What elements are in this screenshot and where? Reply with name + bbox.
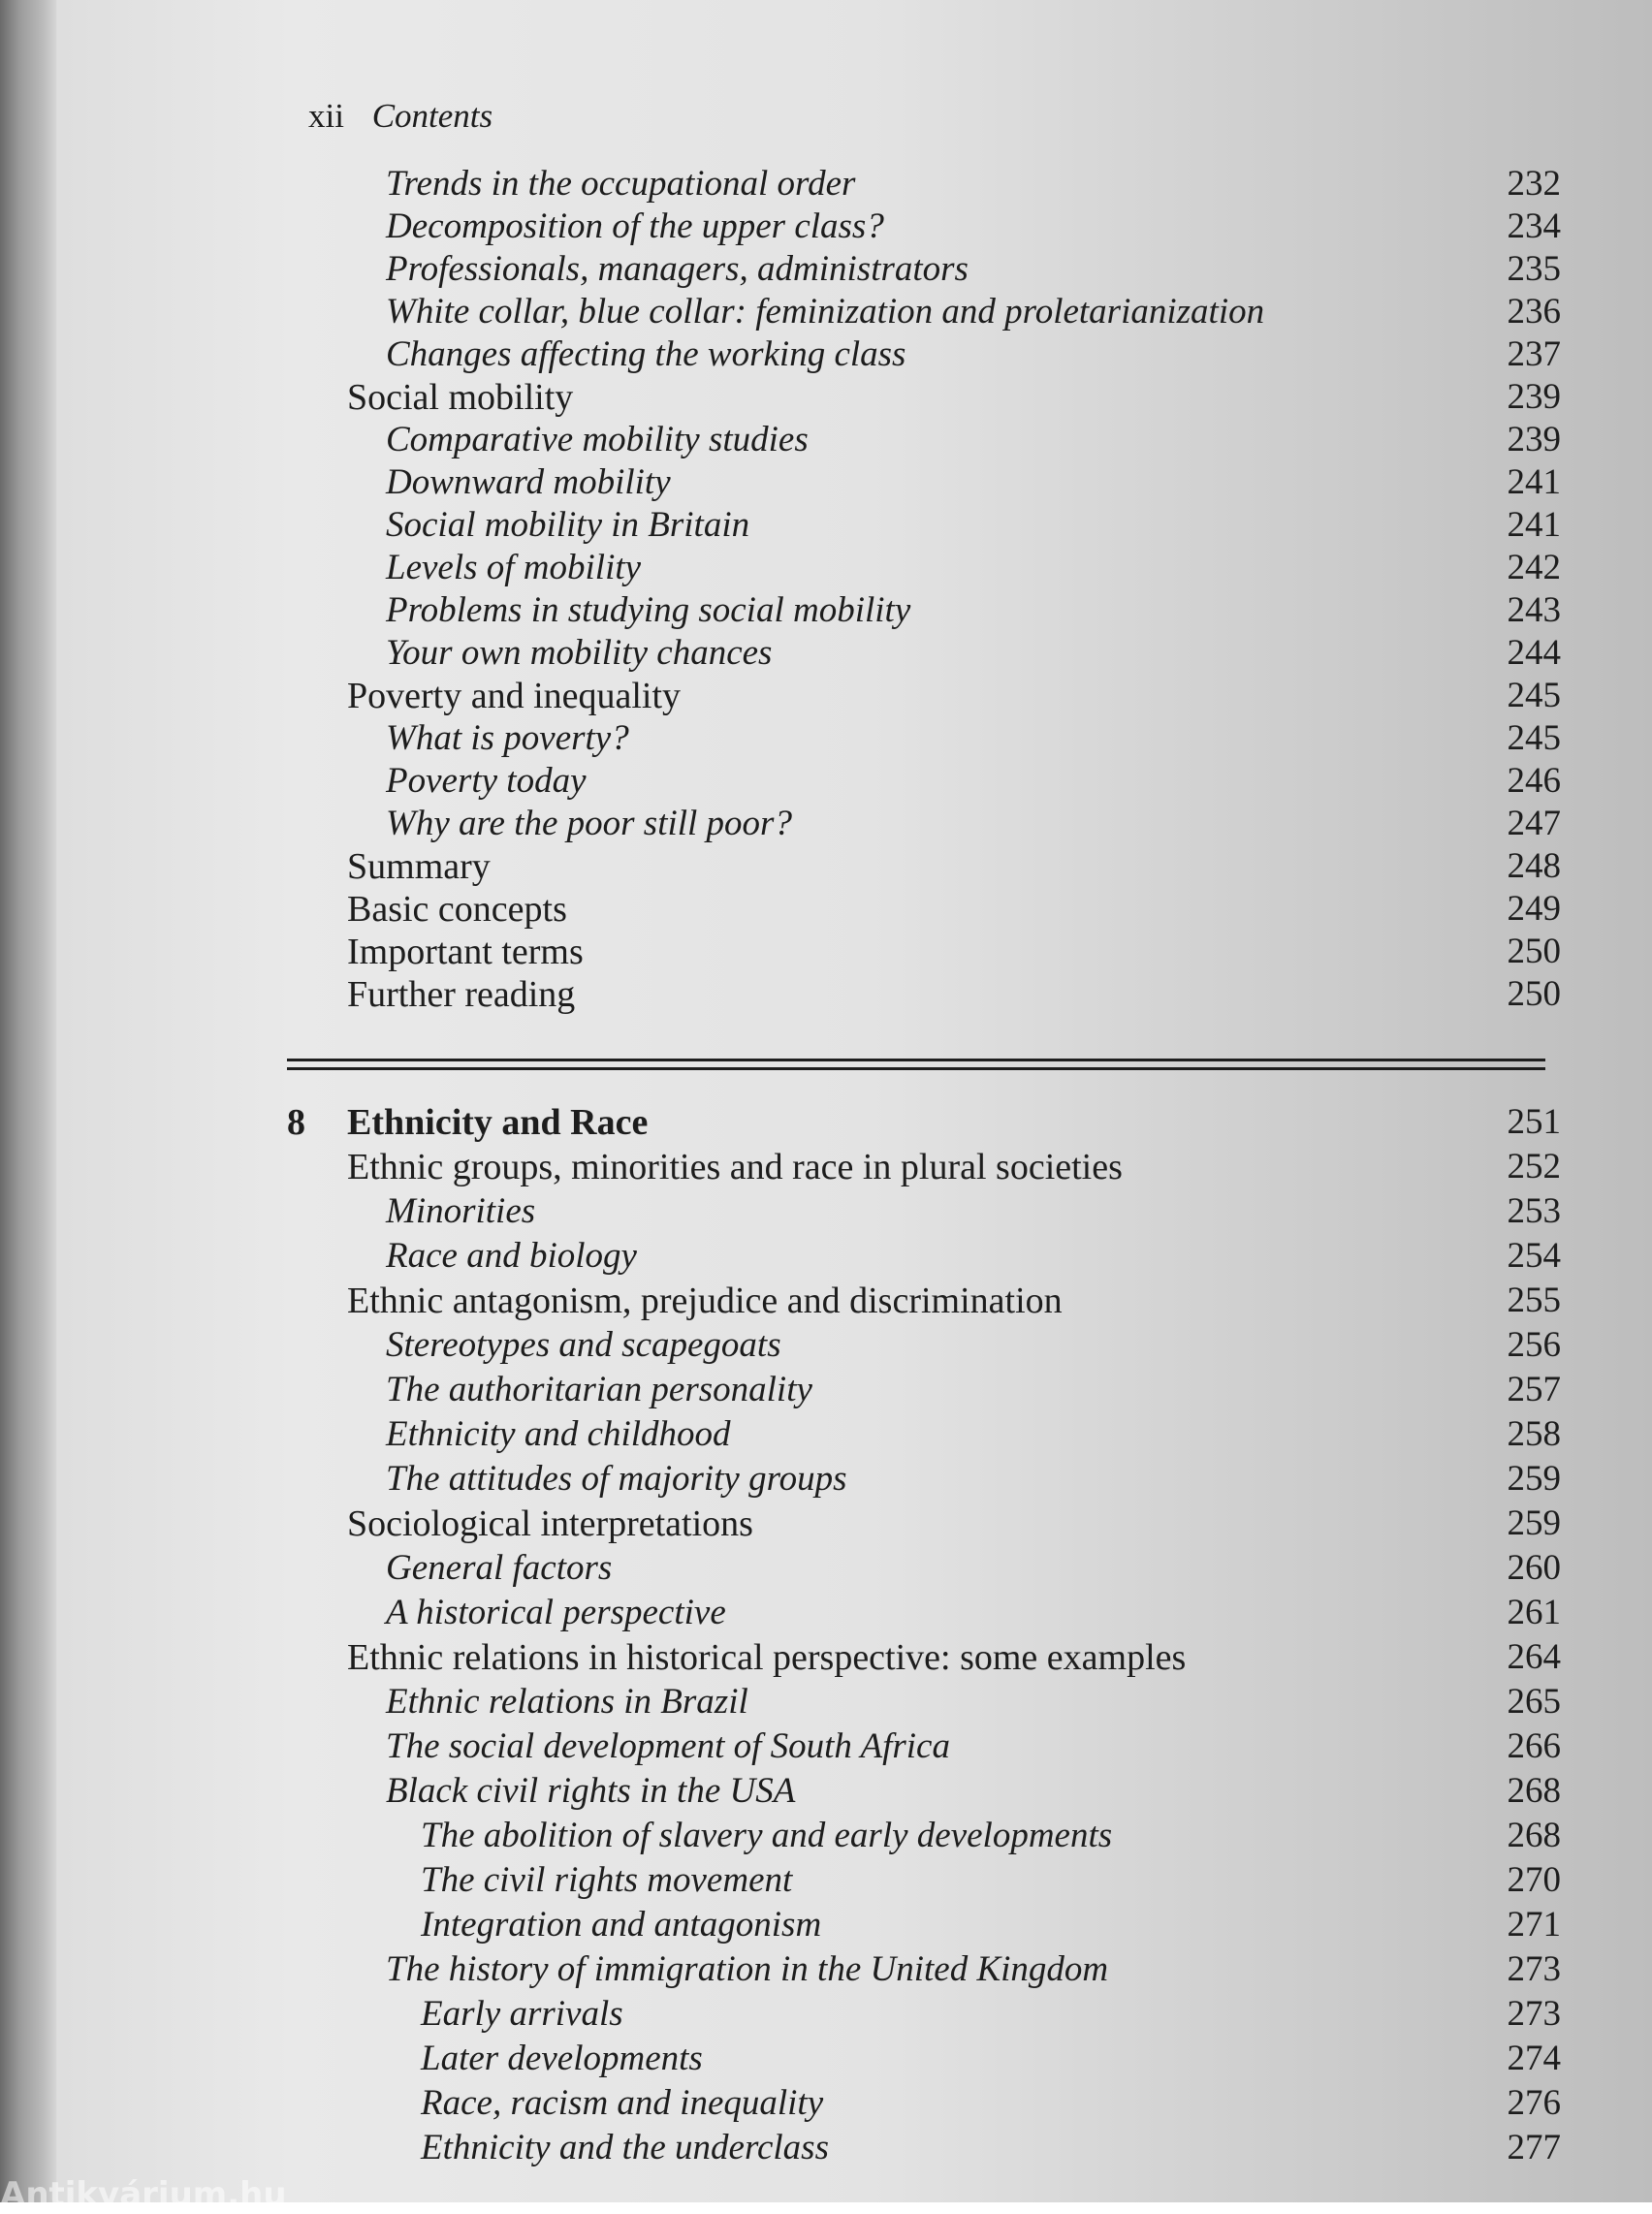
toc-page-number: 273	[1507, 1994, 1561, 2034]
toc-entry-label: Race and biology	[386, 1236, 637, 1276]
toc-entry-label: Downward mobility	[386, 462, 671, 502]
toc-subsection	[0, 1458, 1561, 1501]
toc-subsection	[0, 717, 1561, 760]
toc-subsection	[0, 1369, 1561, 1411]
chapter-divider-bottom	[287, 1067, 1545, 1070]
toc-subsection	[0, 632, 1561, 675]
toc-entry-label: Ethnicity and the underclass	[421, 2128, 829, 2167]
toc-page-number: 252	[1507, 1147, 1561, 1186]
toc-subsection	[0, 1413, 1561, 1456]
toc-entry-label: Minorities	[386, 1191, 536, 1231]
toc-page-number: 270	[1507, 1860, 1561, 1900]
toc-entry-label: Important terms	[347, 932, 584, 972]
toc-page-number: 271	[1507, 1905, 1561, 1945]
chapter-number: 8	[287, 1102, 305, 1143]
toc-entry-label: Basic concepts	[347, 889, 567, 930]
toc-entry-label: The social development of South Africa	[386, 1726, 950, 1766]
toc-entry-label: Later developments	[421, 2039, 703, 2078]
toc-entry-label: Why are the poor still poor?	[386, 804, 792, 843]
toc-subsection	[0, 1948, 1561, 1991]
toc-subsection	[0, 1815, 1561, 1857]
toc-page-number: 241	[1507, 462, 1561, 502]
toc-subsection	[0, 2038, 1561, 2080]
toc-page-number: 232	[1507, 164, 1561, 204]
toc-subsection	[0, 1592, 1561, 1634]
toc-page-number: 260	[1507, 1548, 1561, 1588]
chapter-heading	[0, 1101, 1561, 1144]
toc-page-number: 248	[1507, 846, 1561, 886]
toc-page-number: 250	[1507, 974, 1561, 1014]
toc-subsection	[0, 419, 1561, 461]
toc-entry-label: Ethnic antagonism, prejudice and discrimination	[347, 1281, 1063, 1321]
toc-subsection	[0, 206, 1561, 248]
toc-subsection	[0, 1993, 1561, 2036]
toc-entry-label: Poverty today	[386, 761, 587, 801]
toc-subsection	[0, 1859, 1561, 1902]
toc-subsection	[0, 163, 1561, 206]
page-folio: xii	[308, 97, 344, 135]
toc-page-number: 245	[1507, 718, 1561, 758]
toc-page-number: 259	[1507, 1459, 1561, 1499]
toc-entry-label: Further reading	[347, 974, 576, 1015]
toc-page-number: 249	[1507, 889, 1561, 929]
toc-subsection	[0, 1235, 1561, 1278]
toc-subsection	[0, 760, 1561, 803]
toc-subsection	[0, 291, 1561, 333]
toc-page-number: 236	[1507, 292, 1561, 332]
toc-entry-label: Problems in studying social mobility	[386, 590, 911, 630]
toc-entry-label: The abolition of slavery and early developments	[421, 1816, 1113, 1855]
toc-entry-label: Levels of mobility	[386, 548, 642, 587]
toc-entry-label: Poverty and inequality	[347, 676, 682, 716]
toc-subsection	[0, 1681, 1561, 1724]
toc-page-number: 237	[1507, 334, 1561, 374]
toc-subsection	[0, 589, 1561, 632]
toc-entry-label: Ethnic groups, minorities and race in plural societies	[347, 1147, 1123, 1187]
toc-subsection	[0, 1547, 1561, 1590]
toc-entry-label: General factors	[386, 1548, 613, 1588]
toc-page-number: 235	[1507, 249, 1561, 289]
toc-entry-label: White collar, blue collar: feminization and proletarianization	[386, 292, 1265, 332]
toc-subsection	[0, 1725, 1561, 1768]
toc-entry-label: What is poverty?	[386, 718, 629, 758]
toc-entry-label: Professionals, managers, administrators	[386, 249, 969, 289]
toc-entry-label: Stereotypes and scapegoats	[386, 1325, 781, 1365]
toc-subsection	[0, 803, 1561, 845]
toc-entry-label: The authoritarian personality	[386, 1370, 812, 1409]
chapter-divider-top	[287, 1059, 1545, 1061]
toc-page-number: 273	[1507, 1949, 1561, 1989]
toc-page-number: 239	[1507, 377, 1561, 417]
toc-entry-label: Changes affecting the working class	[386, 334, 906, 374]
toc-entry-label: Ethnic relations in historical perspective: some examples	[347, 1637, 1187, 1678]
toc-page-number: 266	[1507, 1726, 1561, 1766]
toc-entry-label: Decomposition of the upper class?	[386, 206, 884, 246]
toc-section	[0, 376, 1561, 419]
toc-entry-label: Early arrivals	[421, 1994, 623, 2034]
toc-entry-label: The attitudes of majority groups	[386, 1459, 847, 1499]
toc-subsection	[0, 504, 1561, 547]
toc-page-number: 268	[1507, 1771, 1561, 1811]
toc-entry-label: Social mobility in Britain	[386, 505, 750, 545]
toc-page-number: 253	[1507, 1191, 1561, 1231]
toc-entry-label: Comparative mobility studies	[386, 420, 809, 459]
toc-section	[0, 888, 1561, 931]
toc-page-number: 245	[1507, 676, 1561, 715]
toc-page-number: 258	[1507, 1414, 1561, 1454]
toc-page-number: 234	[1507, 206, 1561, 246]
toc-page-number: 274	[1507, 2039, 1561, 2078]
toc-entry-label: The civil rights movement	[421, 1860, 793, 1900]
toc-entry-label: A historical perspective	[386, 1593, 726, 1632]
toc-page-number: 268	[1507, 1816, 1561, 1855]
watermark-text: Antikvárium.hu	[0, 2175, 287, 2214]
toc-entry-label: Race, racism and inequality	[421, 2083, 824, 2123]
toc-page-number: 246	[1507, 761, 1561, 801]
toc-subsection	[0, 1324, 1561, 1367]
toc-subsection	[0, 1770, 1561, 1813]
toc-entry-label: Black civil rights in the USA	[386, 1771, 796, 1811]
toc-page-number: 256	[1507, 1325, 1561, 1365]
toc-page-number: 242	[1507, 548, 1561, 587]
toc-subsection	[0, 547, 1561, 589]
toc-entry-label: Your own mobility chances	[386, 633, 773, 673]
toc-entry-label: Sociological interpretations	[347, 1503, 753, 1544]
toc-page-number: 244	[1507, 633, 1561, 673]
toc-subsection	[0, 2127, 1561, 2169]
toc-page-number: 259	[1507, 1503, 1561, 1543]
toc-page-number: 276	[1507, 2083, 1561, 2123]
toc-entry-label: Ethnicity and Race	[347, 1102, 649, 1143]
toc-subsection	[0, 1904, 1561, 1946]
toc-page-number: 277	[1507, 2128, 1561, 2167]
toc-page-number: 257	[1507, 1370, 1561, 1409]
toc-page-number: 251	[1507, 1102, 1561, 1142]
running-head-title: Contents	[371, 97, 493, 135]
toc-subsection	[0, 2082, 1561, 2125]
toc-entry-label: Integration and antagonism	[421, 1905, 822, 1945]
toc-page-number: 264	[1507, 1637, 1561, 1677]
toc-section	[0, 1146, 1561, 1188]
toc-section	[0, 1280, 1561, 1322]
toc-section	[0, 931, 1561, 973]
toc-entry-label: The history of immigration in the United Kingdom	[386, 1949, 1109, 1989]
toc-page-number: 243	[1507, 590, 1561, 630]
toc-page-number: 250	[1507, 932, 1561, 971]
toc-subsection	[0, 461, 1561, 504]
toc-section	[0, 1502, 1561, 1545]
toc-entry-label: Social mobility	[347, 377, 574, 418]
toc-entry-label: Summary	[347, 846, 491, 887]
toc-page-number: 247	[1507, 804, 1561, 843]
toc-subsection	[0, 333, 1561, 376]
toc-entry-label: Ethnicity and childhood	[386, 1414, 731, 1454]
toc-section	[0, 845, 1561, 888]
toc-page-number: 239	[1507, 420, 1561, 459]
toc-page-number: 265	[1507, 1682, 1561, 1722]
toc-section	[0, 1636, 1561, 1679]
toc-entry-label: Ethnic relations in Brazil	[386, 1682, 748, 1722]
toc-entry-label: Trends in the occupational order	[386, 164, 856, 204]
toc-page-number: 261	[1507, 1593, 1561, 1632]
toc-subsection	[0, 1190, 1561, 1233]
toc-subsection	[0, 248, 1561, 291]
toc-section	[0, 675, 1561, 717]
toc-page-number: 241	[1507, 505, 1561, 545]
toc-section	[0, 973, 1561, 1016]
toc-page-number: 254	[1507, 1236, 1561, 1276]
toc-page-number: 255	[1507, 1281, 1561, 1320]
